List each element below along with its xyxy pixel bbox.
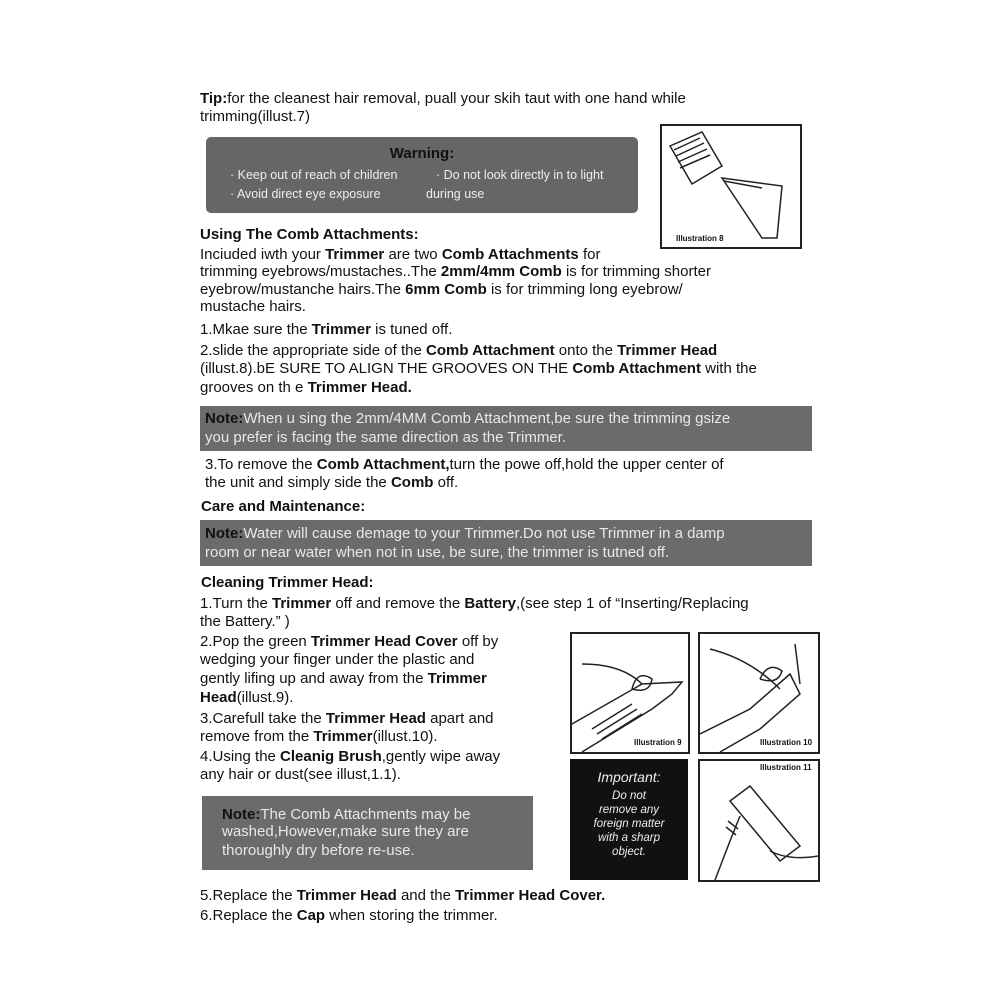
note-line <box>222 806 470 824</box>
warning-title: Warning: <box>389 145 455 162</box>
bold-term: 2mm/4mm Comb <box>440 263 562 280</box>
text-segment: the unit and simply side the <box>205 474 391 491</box>
text-segment: off by <box>457 633 499 650</box>
text-segment: thoroughly dry before re-use. <box>222 842 415 859</box>
comb-trimmer-drawing <box>662 126 800 247</box>
text-segment: off and remove the <box>331 595 465 612</box>
text-segment: is for trimming long eyebrow/ <box>486 281 683 298</box>
text-line <box>200 710 494 728</box>
warning-item: during use <box>426 187 485 201</box>
text-segment: off. <box>433 474 459 491</box>
text-segment: and the <box>396 887 456 904</box>
text-segment: turn the powe off,hold the upper center of <box>449 456 724 473</box>
text-line <box>200 342 717 360</box>
text-line <box>200 766 401 784</box>
text-segment: The Comb Attachments may be <box>260 806 471 823</box>
bold-term: Trimmer Head Cover. <box>455 887 606 904</box>
trimmer-apart-drawing <box>700 634 818 752</box>
text-line <box>200 748 500 766</box>
text-segment: apart and <box>425 710 494 727</box>
text-segment: trimming eyebrows/mustaches..The <box>200 263 441 280</box>
text-line <box>200 298 306 316</box>
text-segment: is tuned off. <box>370 321 453 338</box>
bold-term: Trimmer <box>325 246 385 263</box>
text-line <box>200 595 749 613</box>
text-segment: 2.slide the appropriate side of the <box>200 342 426 359</box>
text-segment: (illust.8).bE SURE TO ALIGN THE GROOVES ON THE <box>200 360 573 377</box>
text-segment: onto the <box>554 342 618 359</box>
note-line <box>205 525 725 543</box>
text-segment: trimming(illust.7) <box>200 108 311 125</box>
important-line: Do not <box>612 790 646 802</box>
text-line <box>200 281 683 299</box>
note-line <box>222 823 469 841</box>
text-segment: gently lifing up and away from the <box>200 670 428 687</box>
bold-term: Battery <box>464 595 517 612</box>
text-segment: ,gently wipe away <box>381 748 501 765</box>
text-segment: When u sing the 2mm/4MM Comb Attachment,be sure the trimming gsize <box>243 410 731 427</box>
text-segment: are two <box>384 246 442 263</box>
text-segment: when storing the trimmer. <box>325 907 498 924</box>
important-line: object. <box>612 846 646 858</box>
text-segment: 3.To remove the <box>205 456 317 473</box>
bold-term: Comb Attachments <box>441 246 579 263</box>
tip-line <box>200 90 686 108</box>
text-segment: is for trimming shorter <box>561 263 711 280</box>
text-segment: for <box>578 246 601 263</box>
bold-term: Trimmer Head <box>325 710 426 727</box>
bold-term: Trimmer <box>311 321 371 338</box>
section-heading: Care and Maintenance: <box>201 498 366 515</box>
text-line <box>200 263 711 281</box>
important-line: remove any <box>598 804 660 816</box>
bold-term: Comb Attachment <box>572 360 701 377</box>
text-line <box>205 456 724 474</box>
text-segment: 3.Carefull take the <box>200 710 326 727</box>
important-box <box>570 759 688 880</box>
text-segment: the Battery.” ) <box>200 613 290 630</box>
text-line <box>200 689 293 707</box>
bold-term: Cap <box>296 907 326 924</box>
text-line <box>200 651 474 669</box>
text-segment: 2.Pop the green <box>200 633 311 650</box>
text-segment: 4.Using the <box>200 748 281 765</box>
illustration-label: Illustration 10 <box>760 738 813 747</box>
illustration-11 <box>698 759 820 882</box>
text-segment: remove from the <box>200 728 314 745</box>
text-segment: eyebrow/mustanche hairs.The <box>200 281 406 298</box>
bold-term: Cleanig Brush <box>280 748 382 765</box>
text-segment: for the cleanest hair removal, puall your skih taut with one hand while <box>227 90 686 107</box>
text-segment: (illust.10). <box>372 728 438 745</box>
illustration-label: Illustration 11 <box>760 763 812 772</box>
note-line <box>222 842 415 860</box>
text-segment: ,(see step 1 of “Inserting/Replacing <box>516 595 749 612</box>
bold-term: Note: <box>205 410 244 427</box>
text-line <box>200 321 452 339</box>
bold-term: Note: <box>205 525 244 542</box>
text-line <box>200 379 412 397</box>
illustration-10 <box>698 632 820 754</box>
cleaning-brush-drawing <box>700 761 818 880</box>
bold-term: Trimmer Head. <box>307 379 412 396</box>
note-box <box>202 796 533 870</box>
note-box <box>200 406 812 451</box>
tip-line <box>200 108 310 126</box>
text-segment: room or near water when not in use, be sure, the trimmer is tutned off. <box>205 544 670 561</box>
bold-term: 6mm Comb <box>405 281 487 298</box>
text-line <box>200 246 600 264</box>
text-segment: (illust.9). <box>236 689 294 706</box>
text-segment: washed,However,make sure they are <box>222 823 469 840</box>
important-line: with a sharp <box>597 832 660 844</box>
important-title: Important: <box>597 769 661 785</box>
bold-term: Comb Attachment <box>425 342 555 359</box>
text-segment: 6.Replace the <box>200 907 297 924</box>
illustration-8 <box>660 124 802 249</box>
text-segment: 1.Mkae sure the <box>200 321 312 338</box>
warning-item: · Avoid direct eye exposure <box>230 187 381 201</box>
text-segment: grooves on th e <box>200 379 308 396</box>
text-line <box>200 670 487 688</box>
section-heading: Using The Comb Attachments: <box>200 226 419 243</box>
bold-term: Tip: <box>200 90 228 107</box>
text-line <box>200 360 757 378</box>
bold-term: Note: <box>222 806 261 823</box>
bold-term: Trimmer <box>271 595 332 612</box>
text-line <box>200 633 498 651</box>
trimmer-head-cover-drawing <box>572 634 688 752</box>
text-segment: Inciuded iwth your <box>200 246 326 263</box>
text-line <box>200 613 290 631</box>
illustration-label: Illustration 8 <box>676 234 724 243</box>
bold-term: Trimmer Head <box>296 887 397 904</box>
bold-term: Trimmer Head <box>617 342 718 359</box>
text-segment: wedging your finger under the plastic and <box>200 651 475 668</box>
bold-term: Trimmer <box>427 670 487 687</box>
bold-term: Trimmer Head Cover <box>310 633 458 650</box>
warning-item: · Do not look directly in to light <box>436 168 604 182</box>
important-line: foreign matter <box>593 818 665 830</box>
bold-term: Head <box>200 689 237 706</box>
text-line <box>200 907 498 925</box>
warning-box <box>206 137 638 213</box>
text-segment: mustache hairs. <box>200 298 306 315</box>
section-heading: Cleaning Trimmer Head: <box>201 574 374 591</box>
note-line <box>205 544 669 562</box>
bold-term: Comb Attachment, <box>316 456 450 473</box>
text-segment: you prefer is facing the same direction as the Trimmer. <box>205 429 566 446</box>
text-segment: 1.Turn the <box>200 595 272 612</box>
note-line <box>205 410 730 428</box>
text-line <box>205 474 458 492</box>
warning-item: · Keep out of reach of children <box>230 168 398 182</box>
text-segment: with the <box>700 360 757 377</box>
text-line <box>200 728 438 746</box>
text-segment: Water will cause demage to your Trimmer.Do not use Trimmer in a damp <box>243 525 725 542</box>
bold-term: Comb <box>390 474 434 491</box>
illustration-9 <box>570 632 690 754</box>
bold-term: Trimmer <box>313 728 373 745</box>
illustration-label: Illustration 9 <box>634 738 682 747</box>
text-segment: 5.Replace the <box>200 887 297 904</box>
text-line <box>200 887 605 905</box>
text-segment: any hair or dust(see illust,1.1). <box>200 766 401 783</box>
note-box <box>200 520 812 566</box>
note-line <box>205 429 566 447</box>
